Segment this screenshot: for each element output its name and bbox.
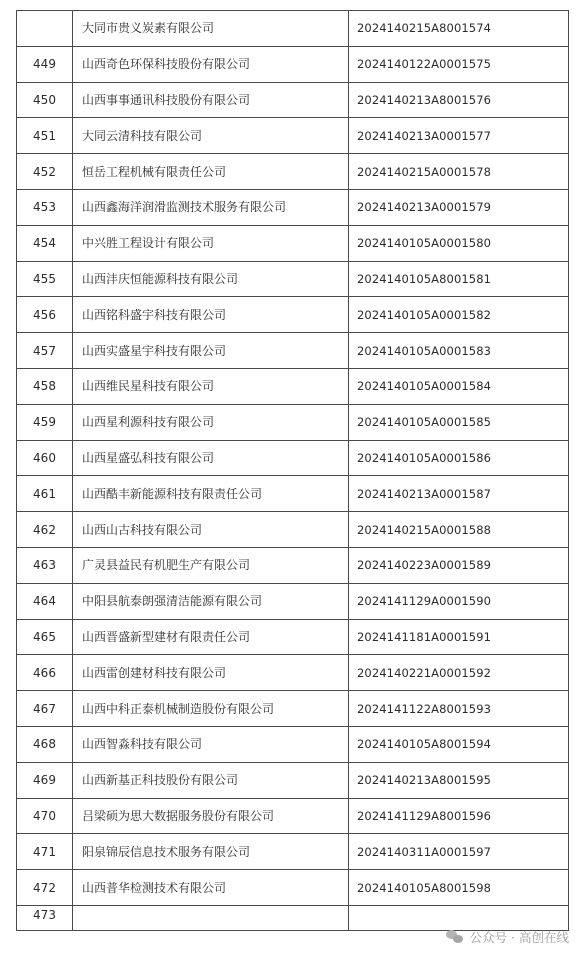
table-row [17, 11, 569, 47]
row-number: 473 [17, 905, 73, 930]
wechat-icon [446, 930, 464, 944]
company-name: 中兴胜工程设计有限公司 [73, 225, 349, 261]
company-name: 山西酷丰新能源科技有限责任公司 [73, 476, 349, 512]
company-name: 山西维民星科技有限公司 [73, 368, 349, 404]
registration-code: 2024140213A0001579 [349, 189, 569, 225]
company-name: 山西智淼科技有限公司 [73, 726, 349, 762]
table-row [17, 691, 569, 727]
row-number: 461 [17, 476, 73, 512]
table-row [17, 118, 569, 154]
company-name: 山西实盛星宇科技有限公司 [73, 333, 349, 369]
row-number: 453 [17, 189, 73, 225]
row-number: 469 [17, 762, 73, 798]
company-name: 山西奇色环保科技股份有限公司 [73, 46, 349, 82]
row-number: 470 [17, 798, 73, 834]
company-name: 山西事事通讯科技股份有限公司 [73, 82, 349, 118]
watermark [446, 928, 569, 946]
registration-code: 2024141129A0001590 [349, 583, 569, 619]
row-number: 451 [17, 118, 73, 154]
table-row [17, 834, 569, 870]
company-name: 山西中科正泰机械制造股份有限公司 [73, 691, 349, 727]
table-row [17, 583, 569, 619]
company-name: 吕梁硕为思大数据服务股份有限公司 [73, 798, 349, 834]
company-name: 恒岳工程机械有限责任公司 [73, 154, 349, 190]
table-row [17, 870, 569, 906]
row-number: 452 [17, 154, 73, 190]
row-number: 456 [17, 297, 73, 333]
company-name: 山西新基正科技股份有限公司 [73, 762, 349, 798]
table-row [17, 476, 569, 512]
company-name: 山西雷创建材科技有限公司 [73, 655, 349, 691]
registration-code: 2024140105A0001582 [349, 297, 569, 333]
table-row [17, 440, 569, 476]
company-name: 山西星利源科技有限公司 [73, 404, 349, 440]
row-number: 449 [17, 46, 73, 82]
row-number: 462 [17, 512, 73, 548]
row-number: 460 [17, 440, 73, 476]
row-number: 454 [17, 225, 73, 261]
company-name: 中阳县航泰朗强清洁能源有限公司 [73, 583, 349, 619]
registration-code: 2024140105A0001580 [349, 225, 569, 261]
row-number: 467 [17, 691, 73, 727]
table-row [17, 154, 569, 190]
company-name: 山西山古科技有限公司 [73, 512, 349, 548]
table-row [17, 368, 569, 404]
registration-code: 2024140105A8001581 [349, 261, 569, 297]
table-row [17, 798, 569, 834]
registration-code [349, 905, 569, 930]
registration-code: 2024140215A0001578 [349, 154, 569, 190]
table-row [17, 333, 569, 369]
company-name: 山西普华检测技术有限公司 [73, 870, 349, 906]
table-row [17, 225, 569, 261]
registration-code: 2024140105A0001585 [349, 404, 569, 440]
registration-code: 2024140105A0001583 [349, 333, 569, 369]
registration-code: 2024140215A8001574 [349, 11, 569, 47]
row-number: 471 [17, 834, 73, 870]
registration-code: 2024141129A8001596 [349, 798, 569, 834]
table-body [17, 11, 569, 931]
table-row [17, 404, 569, 440]
company-name: 山西铭科盛宇科技有限公司 [73, 297, 349, 333]
registration-code: 2024140105A0001584 [349, 368, 569, 404]
registration-code: 2024140213A8001595 [349, 762, 569, 798]
registration-code: 2024140311A0001597 [349, 834, 569, 870]
watermark-text: 公众号 · 高创在线 [469, 930, 569, 945]
registration-code: 2024140105A8001594 [349, 726, 569, 762]
row-number: 455 [17, 261, 73, 297]
company-name: 广灵县益民有机肥生产有限公司 [73, 547, 349, 583]
row-number: 450 [17, 82, 73, 118]
company-name: 大同云清科技有限公司 [73, 118, 349, 154]
registration-code: 2024140213A0001577 [349, 118, 569, 154]
row-number: 472 [17, 870, 73, 906]
company-name: 山西星盛弘科技有限公司 [73, 440, 349, 476]
enterprise-list-table [16, 10, 569, 931]
row-number: 458 [17, 368, 73, 404]
row-number: 466 [17, 655, 73, 691]
registration-code: 2024140215A0001588 [349, 512, 569, 548]
table-row [17, 726, 569, 762]
row-number: 459 [17, 404, 73, 440]
registration-code: 2024140221A0001592 [349, 655, 569, 691]
table-row [17, 547, 569, 583]
company-name: 大同市贵义炭素有限公司 [73, 11, 349, 47]
row-number [17, 11, 73, 47]
table-row [17, 297, 569, 333]
table-row [17, 189, 569, 225]
company-name: 山西晋盛新型建材有限责任公司 [73, 619, 349, 655]
company-name [73, 905, 349, 930]
table-row [17, 655, 569, 691]
registration-code: 2024140105A0001586 [349, 440, 569, 476]
registration-code: 2024140105A8001598 [349, 870, 569, 906]
table-row [17, 261, 569, 297]
row-number: 463 [17, 547, 73, 583]
table-row [17, 512, 569, 548]
registration-code: 2024140213A8001576 [349, 82, 569, 118]
table-row [17, 905, 569, 930]
company-name: 阳泉锦辰信息技术服务有限公司 [73, 834, 349, 870]
company-name: 山西沣庆恒能源科技有限公司 [73, 261, 349, 297]
row-number: 468 [17, 726, 73, 762]
row-number: 457 [17, 333, 73, 369]
registration-code: 2024140223A0001589 [349, 547, 569, 583]
registration-code: 2024140213A0001587 [349, 476, 569, 512]
registration-code: 2024141181A0001591 [349, 619, 569, 655]
table-row [17, 619, 569, 655]
table-row [17, 762, 569, 798]
table-row [17, 46, 569, 82]
row-number: 465 [17, 619, 73, 655]
table-row [17, 82, 569, 118]
row-number: 464 [17, 583, 73, 619]
company-name: 山西鑫海洋润滑监测技术服务有限公司 [73, 189, 349, 225]
registration-code: 2024140122A0001575 [349, 46, 569, 82]
registration-code: 2024141122A8001593 [349, 691, 569, 727]
